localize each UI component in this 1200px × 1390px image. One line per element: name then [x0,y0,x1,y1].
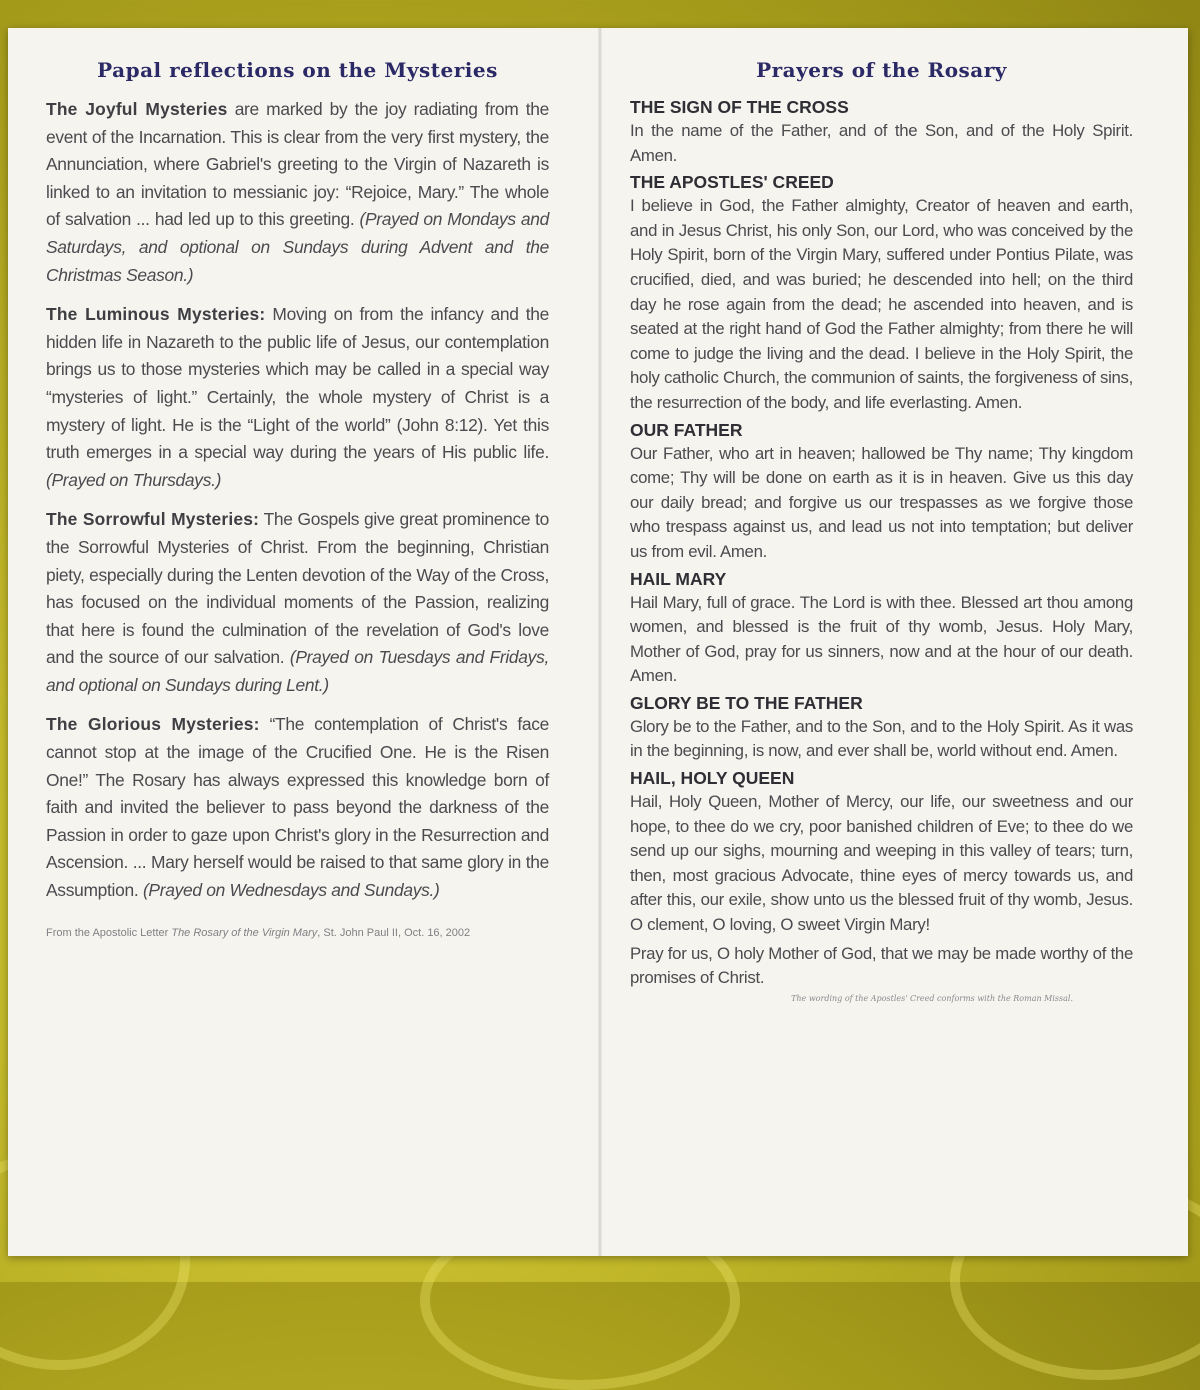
closing-prayer-text: Pray for us, O holy Mother of God, that we may be made worthy of the promises of Christ. [630,943,1133,988]
source-prefix: From the Apostolic Letter [46,926,172,939]
mystery-lead: The Glorious Mysteries: [46,714,260,735]
mystery-paragraph [46,711,549,904]
mystery-text: “The contemplation of Christ's face cannot stop at the image of the Crucified One. He is the Risen One!” The Rosary has always expressed this knowledge born of faith and invited the believer to pass beyond the darkness of the Passion in order to gaze upon Christ's glory in the Resurrection and Ascension. ... Mary herself would be raised to that same glory in the Assumption. [46,714,549,901]
right-panel-title: Prayers of the Rosary [756,58,1007,82]
card-fold [598,28,602,1256]
prayer-text: Hail Mary, full of grace. The Lord is with thee. Blessed art thou among women, and blessed is the fruit of thy womb, Jesus. Holy Mary, Mother of God, pray for us sinners, now and at the hour of our death. Amen. [630,592,1133,686]
prayer-text: Glory be to the Father, and to the Son, and to the Holy Spirit. As it was in the beginning, is now, and ever shall be, world without end. Amen. [630,716,1133,761]
mystery-paragraph [46,506,549,699]
mystery-note: (Prayed on Mondays and Saturdays, and optional on Sundays during Advent and the Christmas Season.) [46,209,549,285]
source-suffix: , St. John Paul II, Oct. 16, 2002 [317,926,471,939]
source-title: The Rosary of the Virgin Mary [171,926,318,939]
mystery-lead: The Joyful Mysteries [46,99,228,119]
prayer-card [8,28,1188,1256]
creed-footnote: The wording of the Apostles' Creed conforms with the Roman Missal. [791,993,1073,1003]
prayer-text: Our Father, who art in heaven; hallowed be Thy name; Thy kingdom come; Thy will be done on earth as it is in heaven. Give us this day our daily bread; and forgive us our trespasses as we forgive those who trespass against us, and lead us not into temptation; but deliver us from evil. Amen. [630,443,1133,561]
left-panel-title: Papal reflections on the Mysteries [97,58,498,82]
mystery-paragraph [46,96,549,289]
prayer-heading: HAIL MARY [630,568,727,589]
mystery-note: (Prayed on Thursdays.) [46,469,222,490]
prayer-heading: THE APOSTLES' CREED [630,172,834,193]
left-panel [46,58,549,942]
source-citation [46,925,549,942]
mystery-lead: The Sorrowful Mysteries: [46,509,260,530]
mystery-note: (Prayed on Wednesdays and Sundays.) [142,880,440,901]
mystery-paragraph [46,301,549,494]
right-panel [630,58,1133,1003]
prayer-heading: GLORY BE TO THE FATHER [630,692,863,713]
mystery-text: are marked by the joy radiating from the event of the Incarnation. This is clear from the very first mystery, the Annunciation, where Gabriel's greeting to the Virgin of Nazareth is linked to an invitation to messianic joy: “Rejoice, Mary.” The whole of salvation ... had led up to this greeting. [46,99,550,230]
mystery-lead: The Luminous Mysteries: [46,304,266,325]
mystery-note: (Prayed on Tuesdays and Fridays, and optional on Sundays during Lent.) [46,647,549,695]
prayer-text: In the name of the Father, and of the Son, and of the Holy Spirit. Amen. [630,121,1133,165]
prayer-heading: OUR FATHER [630,419,743,440]
prayer-text: Hail, Holy Queen, Mother of Mercy, our life, our sweetness and our hope, to thee do we cry, poor banished children of Eve; to thee do we send up our sighs, mourning and weeping in this valley of tears; turn, then, most gracious Advocate, thine eyes of mercy towards us, and after this, our exile, show unto us the blessed fruit of thy womb, Jesus. O clement, O loving, O sweet Virgin Mary! [630,792,1133,935]
prayer-heading: THE SIGN OF THE CROSS [630,97,849,117]
prayer-text: I believe in God, the Father almighty, Creator of heaven and earth, and in Jesus Christ, his only Son, our Lord, who was conceived by the Holy Spirit, born of the Virgin Mary, suffered under Pontius Pilate, was crucified, died, and was buried; he descended into hell; on the third day he rose again from the dead; he ascended into heaven, and is seated at the right hand of God the Father almighty; from there he will come to judge the living and the dead. I believe in the Holy Spirit, the holy catholic Church, the communion of saints, the forgiveness of sins, the resurrection of the body, and life everlasting. Amen. [630,196,1133,412]
prayer-heading: HAIL, HOLY QUEEN [630,768,795,789]
mystery-text: Moving on from the infancy and the hidden life in Nazareth to the public life of Jesus, our contemplation brings us to those mysteries which may be called in a special way “mysteries of light.” Certainly, the whole mystery of Christ is a mystery of light. He is the “Light of the world” (John 8:12). Yet this truth emerges in a special way during the years of His public life. [46,304,549,463]
mystery-text: The Gospels give great prominence to the Sorrowful Mysteries of Christ. From the beginning, Christian piety, especially during the Lenten devotion of the Way of the Cross, has focused on the individual moments of the Passion, realizing that here is found the culmination of the revelation of God's love and the source of our salvation. [46,509,549,668]
